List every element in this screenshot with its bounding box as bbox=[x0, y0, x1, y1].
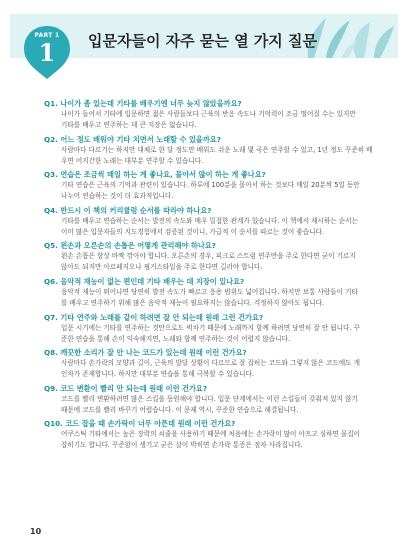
faq-answer-line: 입문 시기에는 기타를 연주하는 것만으로도 벅차기 때문에 노래까지 함께 하려면 당연히 잘 안 됩니다. 꾸 bbox=[61, 323, 360, 332]
faq-answer bbox=[44, 358, 394, 380]
faq-question: Q4. 반드시 이 책의 커리큘럼 순서를 따라야 하나요? bbox=[44, 205, 212, 215]
faq-item-5 bbox=[44, 240, 394, 273]
faq-item-4 bbox=[44, 205, 394, 238]
faq-answer-line: 사람마다 다르기는 하지만 대체로 한 달 정도만 배워도 쉬운 노래 몇 곡은 연주할 수 있고, 1년 정도 꾸준히 배 bbox=[61, 145, 373, 154]
faq-question: Q8. 깨끗한 소리가 잘 안 나는 코드가 있는데 원래 이런 건가요? bbox=[44, 348, 247, 358]
faq-item-9 bbox=[44, 383, 394, 416]
faq-question: Q5. 왼손과 오른손의 손톱은 어떻게 관리해야 하나요? bbox=[44, 241, 216, 251]
faq-item-3 bbox=[44, 169, 394, 202]
faq-question: Q6. 음악적 재능이 없는 편인데 기타 배우는 데 지장이 있나요? bbox=[44, 276, 245, 286]
faq-answer bbox=[44, 216, 394, 238]
faq-item-10 bbox=[44, 418, 394, 451]
faq-answer-line: 기타를 배우고 연주하는 데 큰 지장은 없습니다. bbox=[61, 121, 197, 129]
faq-question: Q3. 연습은 조금씩 매일 하는 게 좋나요, 몰아서 많이 하는 게 좋나요? bbox=[44, 170, 266, 180]
faq-answer-line: 잡히기도 합니다. 꾸준함이 생기고 굳은 살이 박히면 손가락 통증은 점차 사라집니다. bbox=[61, 441, 303, 450]
faq-answer bbox=[44, 429, 394, 451]
faq-answer bbox=[44, 251, 394, 273]
chapter-title: 입문자들이 자주 묻는 열 가지 질문 bbox=[88, 32, 317, 50]
faq-answer-line: 코드를 빨리 변환하려면 많은 스킬을 동원해야 합니다. 입문 단계에서는 이런 스킬들이 갖춰져 있지 않기 bbox=[61, 394, 358, 403]
part-badge bbox=[22, 24, 72, 80]
faq-answer-line: 준한 연습을 통해 손이 익숙해지면, 노래와 함께 연주하는 것이 어렵지 않습니다. bbox=[61, 334, 290, 343]
faq-answer-line: 기타를 배우고 연습하는 순서는 발전의 속도와 매우 밀접한 관계가 있습니다. 이 책에서 제시하는 순서는 bbox=[61, 216, 358, 225]
faq-answer-line: 이미 많은 입문자들의 지도경험에서 검증된 것이니, 가급적 이 순서를 따르는 것이 좋습니다. bbox=[61, 227, 324, 236]
faq-answer bbox=[44, 145, 394, 167]
faq-question: Q7. 기타 연주와 노래를 같이 하려면 잘 안 되는데 원래 그런 건가요? bbox=[44, 312, 264, 322]
faq-question: Q10. 코드 잡을 때 손가락이 너무 아픈데 원래 이런 건가요? bbox=[44, 419, 236, 429]
faq-answer bbox=[44, 323, 394, 345]
part-label: PART 1 bbox=[34, 32, 60, 39]
faq-answer bbox=[44, 394, 394, 416]
faq-question: Q1. 나이가 좀 있는데 기타를 배우기엔 너무 늦지 않았을까요? bbox=[44, 99, 242, 108]
faq-item-6 bbox=[44, 276, 394, 309]
faq-item-1 bbox=[44, 98, 394, 131]
faq-item-2 bbox=[44, 134, 394, 167]
faq-answer-line: 음악적 재능이 뛰어나면 당연히 발전 속도가 빠르고 응용 범위도 넓어집니다. 하지만 보통 사람들이 기타 bbox=[61, 287, 358, 296]
faq-list bbox=[44, 98, 394, 454]
faq-answer-line: 나이가 들어서 기타에 입문하면 젊은 사람들보다 근육의 반응 속도나 기억력이 조금 떨어질 수는 있지만 bbox=[61, 110, 356, 118]
faq-answer-line: 왼손 손톱은 항상 바짝 깎아야 합니다. 오른손의 경우, 피크로 스트럼 연주만을 주로 한다면 굳이 기르지 bbox=[61, 252, 356, 261]
faq-answer bbox=[44, 287, 394, 309]
faq-question: Q2. 어느 정도 배워야 기타 치면서 노래할 수 있을까요? bbox=[44, 134, 221, 144]
part-number: 1 bbox=[38, 38, 56, 67]
faq-answer-line: 우면 어지간한 노래는 대부분 연주할 수 있습니다. bbox=[61, 156, 204, 165]
page-number: 10 bbox=[30, 527, 42, 536]
faq-question: Q9. 코드 변환이 빨리 안 되는데 원래 이런 건가요? bbox=[44, 383, 208, 393]
faq-item-8 bbox=[44, 347, 394, 380]
faq-answer-line: 기타 연습은 근육의 기억과 관련이 있습니다. 하루에 100분을 몰아서 하는 것보다 매일 20분씩 5일 동안 bbox=[61, 181, 360, 190]
faq-answer-line: 않아도 되지만 아르페지오나 핑거스타일을 주로 한다면 길러야 합니다. bbox=[61, 263, 263, 272]
faq-answer-line: 를 배우고 연주하기 위해 많은 음악적 재능이 필요하지는 않습니다. 걱정하지 않아도 됩니다. bbox=[61, 298, 324, 307]
faq-answer-line: 어쿠스틱 기타에서는 높은 장력의 쇠줄을 사용하기 때문에 처음에는 손가락이 많이 아프고 심하면 물집이 bbox=[61, 430, 361, 439]
faq-answer bbox=[44, 109, 394, 131]
faq-answer-line: 인차가 존재합니다. 하지만 대부분 연습을 통해 극복할 수 있습니다. bbox=[61, 370, 254, 379]
faq-answer-line: 때문에 코드를 빨리 바꾸기 어렵습니다. 이 문제 역시, 꾸준한 연습으로 해결됩니다. bbox=[61, 405, 299, 414]
faq-answer-line: 나누어 연습하는 것이 더 효과적입니다. bbox=[61, 192, 174, 201]
faq-answer-line: 사람마다 손가락의 모양과 길이, 근육의 발달 상황이 다르므로 잘 잡히는 코드와 그렇지 않은 코드에도 개 bbox=[61, 359, 360, 368]
faq-answer bbox=[44, 180, 394, 202]
faq-item-7 bbox=[44, 312, 394, 345]
